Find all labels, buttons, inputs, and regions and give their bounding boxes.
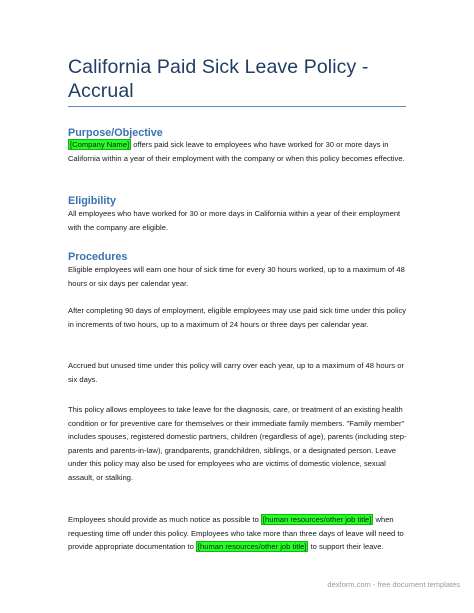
- notice-text: when requesting time off under this policy. Employees who take more than three days of leave will need to provide appropriate documentation to: [68, 515, 404, 552]
- notice-text: to support their leave.: [308, 542, 384, 552]
- procedure-paragraph: This policy allows employees to take leave for the diagnosis, care, or treatment of an existing health condition or for preventive care for themselves or their immediate family members. "Family member" includes spouses, registered domestic partners, children (regardless of age), parents (including step-parents and parents-in-law), grandparents, grandchildren, siblings, or a designated person. Leave under this policy may also be used for employees who are victims of domestic violence, sexual assault, or stalking.: [68, 405, 407, 482]
- notice-paragraph: [68, 513, 410, 554]
- eligibility-paragraph: All employees who have worked for 30 or more days in California within a year of their employment with the company are eligible.: [68, 209, 401, 232]
- purpose-heading: Purpose/Objective: [68, 127, 163, 139]
- purpose-paragraph: [68, 138, 410, 165]
- title-divider: [68, 106, 406, 107]
- eligibility-heading: Eligibility: [68, 195, 116, 207]
- procedures-heading: Procedures: [68, 251, 128, 263]
- job-title-placeholder: [human resources/other job title]: [197, 542, 307, 552]
- footer-brand-link[interactable]: dexform.com: [327, 580, 371, 589]
- procedure-paragraph: After completing 90 days of employment, eligible employees may use paid sick time under this policy in increments of two hours, up to a maximum of 24 hours or three days per calendar year.: [68, 306, 407, 329]
- footer-separator: -: [370, 580, 378, 589]
- company-name-placeholder: [Company Name]: [70, 140, 130, 149]
- notice-text: Employees should provide as much notice as possible to: [68, 515, 261, 524]
- procedure-paragraph: Eligible employees will earn one hour of sick time for every 30 hours worked, up to a maximum of 48 hours or six days per calendar year.: [68, 265, 405, 288]
- job-title-placeholder: [human resources/other job title]: [262, 515, 372, 524]
- procedure-paragraph: Accrued but unused time under this policy will carry over each year, up to a maximum of 48 hours or six days.: [68, 361, 404, 384]
- footer-tagline: free document templates: [377, 580, 460, 589]
- purpose-text: offers paid sick leave to employees who have worked for 30 or more days in California within a year of their employment with the company or when this policy becomes effective.: [68, 140, 405, 163]
- document-title: California Paid Sick Leave Policy - Accrual: [68, 56, 369, 102]
